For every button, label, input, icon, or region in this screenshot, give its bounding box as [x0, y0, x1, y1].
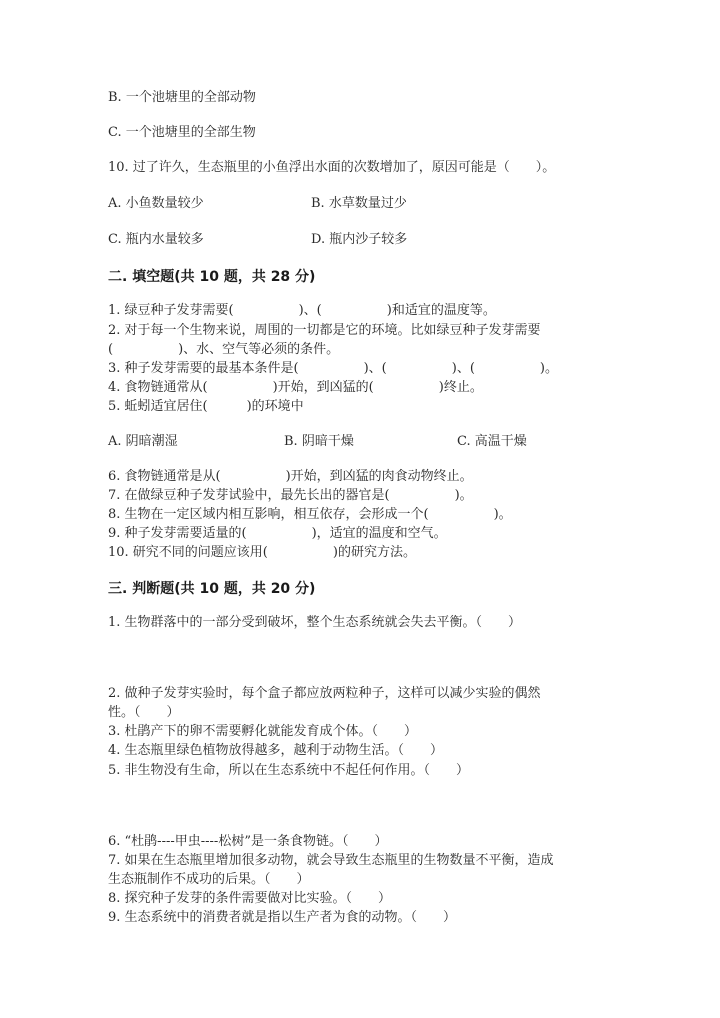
s3-q9: 9. 生态系统中的消费者就是指以生产者为食的动物。（ ）	[108, 910, 457, 925]
s3-q6: 6. “杜鹃----甲虫----松树”是一条食物链。（ ）	[108, 834, 388, 849]
s2-q7: 7. 在做绿豆种子发芽试验中，最先长出的器官是( )。	[108, 488, 473, 503]
s3-q2-line2: 性。（ ）	[108, 705, 180, 720]
q10-stem: 10. 过了许久，生态瓶里的小鱼浮出水面的次数增加了，原因可能是（ ）。	[108, 160, 556, 175]
s2-q9: 9. 种子发芽需要适量的( )，适宜的温度和空气。	[108, 526, 447, 541]
q10-option-c: C. 瓶内水量较多	[108, 232, 204, 247]
s2-q10: 10. 研究不同的问题应该用( )的研究方法。	[108, 545, 416, 560]
q10-option-d: D. 瓶内沙子较多	[311, 232, 408, 247]
s2-q6: 6. 食物链通常是从( )开始，到凶猛的肉食动物终止。	[108, 469, 473, 484]
s3-q2-line1: 2. 做种子发芽实验时，每个盒子都应放两粒种子，这样可以减少实验的偶然	[108, 686, 541, 701]
s2-q8: 8. 生物在一定区域内相互影响，相互依存，会形成一个( )。	[108, 507, 512, 522]
s3-q3: 3. 杜鹃产下的卵不需要孵化就能发育成个体。（ ）	[108, 724, 418, 739]
q10-option-b: B. 水草数量过少	[311, 196, 407, 211]
s3-q1: 1. 生物群落中的一部分受到破坏，整个生态系统就会失去平衡。（ ）	[108, 615, 522, 630]
s3-q7-line1: 7. 如果在生态瓶里增加很多动物，就会导致生态瓶里的生物数量不平衡，造成	[108, 853, 554, 868]
s2-q2-line1: 2. 对于每一个生物来说，周围的一切都是它的环境。比如绿豆种子发芽需要	[108, 323, 541, 338]
s3-q7-line2: 生态瓶制作不成功的后果。（ ）	[108, 872, 310, 887]
q9-option-c: C. 一个池塘里的全部生物	[108, 125, 256, 140]
s2-q3: 3. 种子发芽需要的最基本条件是( )、( )、( )。	[108, 361, 558, 376]
s2-q5-option-c: C. 高温干燥	[457, 434, 527, 449]
s2-q2-line2: ( )、水、空气等必须的条件。	[108, 342, 340, 357]
s2-q1: 1. 绿豆种子发芽需要( )、( )和适宜的温度等。	[108, 303, 496, 318]
q9-option-b: B. 一个池塘里的全部动物	[108, 90, 256, 105]
section2-heading: 二. 填空题(共 10 题，共 28 分)	[108, 269, 316, 285]
s2-q5-option-a: A. 阴暗潮湿	[108, 434, 178, 449]
s3-q8: 8. 探究种子发芽的条件需要做对比实验。（ ）	[108, 891, 392, 906]
s3-q4: 4. 生态瓶里绿色植物放得越多，越利于动物生活。（ ）	[108, 743, 444, 758]
s2-q5: 5. 蚯蚓适宜居住( )的环境中	[108, 399, 304, 414]
q10-option-a: A. 小鱼数量较少	[108, 196, 204, 211]
s2-q4: 4. 食物链通常从( )开始，到凶猛的( )终止。	[108, 380, 483, 395]
section3-heading: 三. 判断题(共 10 题，共 20 分)	[108, 581, 316, 597]
s3-q5: 5. 非生物没有生命，所以在生态系统中不起任何作用。（ ）	[108, 763, 470, 778]
s2-q5-option-b: B. 阴暗干燥	[284, 434, 354, 449]
